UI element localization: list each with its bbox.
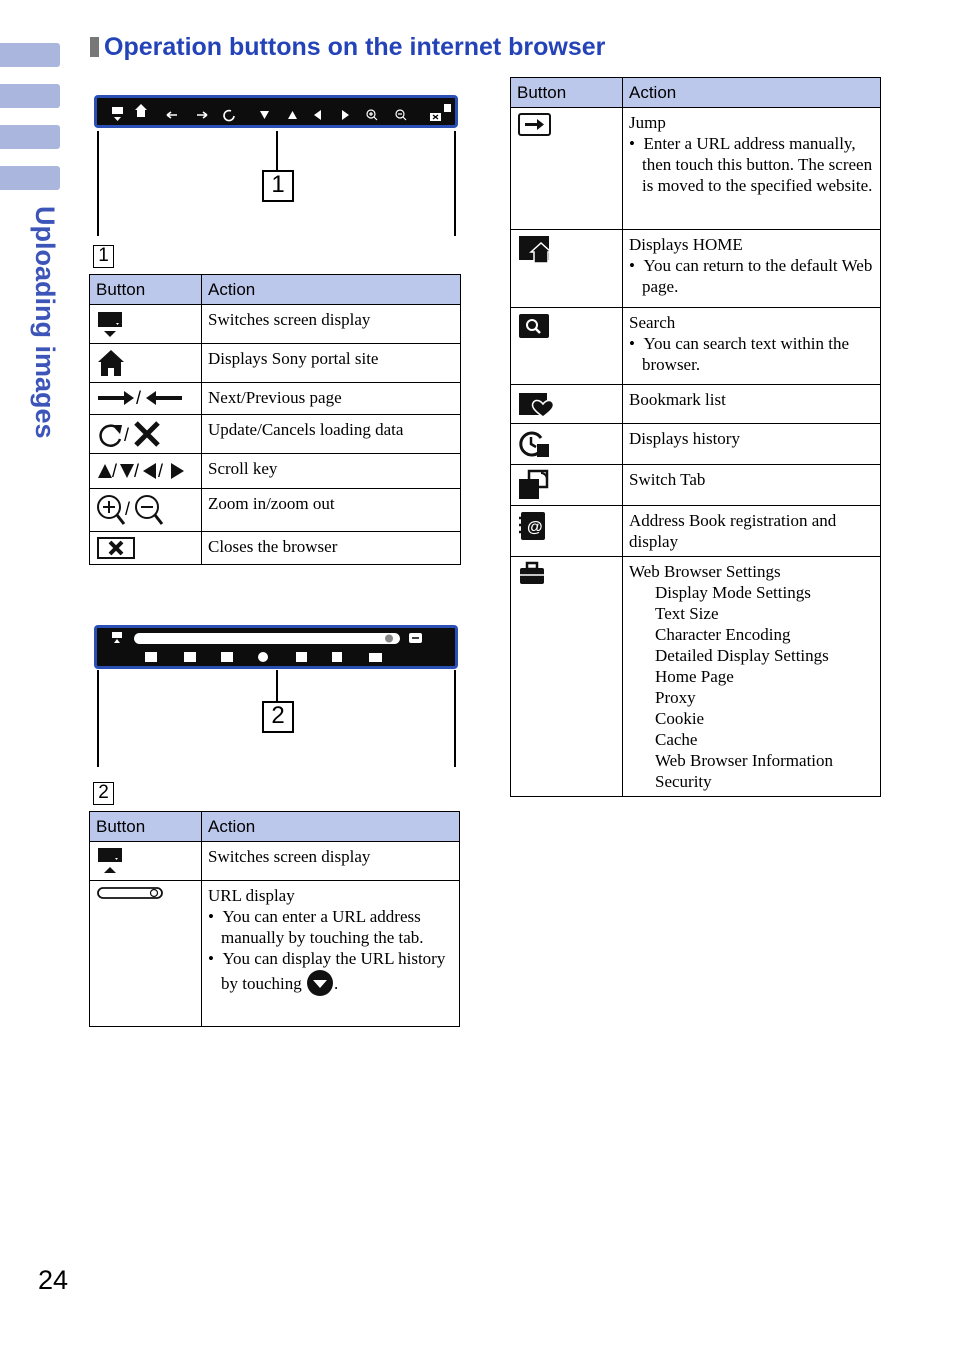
settings-subitem: Text Size [655, 604, 719, 623]
bullet-item: • You can display the URL history by touching . [208, 948, 453, 997]
svg-text:@: @ [527, 519, 543, 536]
settings-subitem: Cookie [655, 709, 705, 728]
search-icon [517, 312, 551, 340]
row-action: Search [629, 313, 676, 332]
table-header-row [511, 78, 881, 108]
page-title [90, 33, 605, 62]
browser-toolbar-1 [94, 95, 458, 128]
page-number: 24 [38, 1265, 69, 1295]
settings-icon [369, 653, 382, 662]
side-tab[interactable] [0, 125, 60, 149]
bullet-text: Enter a URL address manually, then touch this button. The screen is moved to the specified website. [642, 134, 873, 195]
scroll-right-icon [342, 110, 349, 120]
switch-tab-icon [517, 469, 551, 501]
search-icon [184, 652, 196, 662]
reload-cancel-icon [96, 419, 166, 449]
settings-subitem: Home Page [655, 667, 734, 686]
table-toolbar-2-functions [510, 77, 881, 797]
scroll-arrows-icon [96, 458, 191, 482]
leader-line [97, 670, 99, 767]
table-toolbar-1 [89, 274, 461, 565]
bullet-text: You can return to the default Web page. [642, 256, 873, 296]
settings-subitem: Character Encoding [655, 625, 791, 644]
title-bar-marker [90, 37, 99, 57]
settings-subitem: Display Mode Settings [655, 583, 811, 602]
svg-text:/: / [112, 461, 118, 481]
bullet-item: • You can return to the default Web page. [629, 256, 873, 296]
bullet-item: • Enter a URL address manually, then touch this button. The screen is moved to the specified website. [629, 134, 873, 195]
dropdown-arrow-icon [306, 969, 334, 997]
side-tab[interactable] [0, 43, 60, 67]
header-action: Action [202, 812, 460, 842]
screen-display-icon [96, 846, 126, 876]
header-button: Button [511, 78, 623, 108]
row-action: Web Browser Settings [629, 562, 781, 581]
table-row [511, 465, 881, 506]
leader-line [454, 131, 456, 236]
row-action: Displays HOME [629, 235, 743, 254]
home-icon [145, 652, 157, 662]
callout-1: 1 [262, 170, 294, 202]
section-marker-2: 2 [93, 782, 114, 805]
row-action: Displays history [623, 424, 881, 465]
leader-line [454, 670, 456, 767]
leader-line [276, 670, 278, 702]
settings-subitem: Proxy [655, 688, 696, 707]
table-row [90, 489, 461, 532]
side-tab-label: Uploading images [30, 206, 60, 439]
row-action: Update/Cancels loading data [202, 415, 461, 454]
next-icon [197, 112, 207, 118]
row-action: URL display [208, 886, 295, 905]
table-row [90, 305, 461, 344]
history-icon [258, 652, 268, 662]
table-header-row [90, 275, 461, 305]
svg-text:/: / [124, 425, 130, 445]
table-header-row [90, 812, 460, 842]
row-action: Jump [629, 113, 666, 132]
table-row [511, 506, 881, 557]
table-toolbar-2 [89, 811, 460, 1027]
row-action: Scroll key [202, 454, 461, 489]
row-action: Zoom in/zoom out [202, 489, 461, 532]
row-action: Switch Tab [623, 465, 881, 506]
header-action: Action [202, 275, 461, 305]
row-action: Displays Sony portal site [202, 344, 461, 383]
bullet-end: . [334, 974, 339, 993]
row-action: Bookmark list [623, 385, 881, 424]
table-row [90, 454, 461, 489]
home-icon [517, 234, 555, 266]
table-row [90, 344, 461, 383]
table-row [90, 532, 461, 565]
bullet-text: You can enter a URL address manually by touching the tab. [221, 907, 424, 947]
side-tab[interactable] [0, 166, 60, 190]
table-row [90, 842, 460, 881]
header-button: Button [90, 275, 202, 305]
lock-icon [444, 104, 451, 112]
settings-subitem: Security [655, 772, 712, 791]
switch-tab-icon [296, 652, 307, 662]
header-action: Action [623, 78, 881, 108]
table-row [90, 383, 461, 415]
table-row [90, 881, 460, 1027]
bullet-text: You can display the URL history by touching [221, 949, 446, 993]
screen-display-icon [96, 309, 126, 339]
side-tab[interactable] [0, 84, 60, 108]
history-icon [517, 428, 551, 460]
row-action: Address Book registration and display [623, 506, 881, 557]
svg-text:/: / [136, 388, 142, 408]
section-marker-1: 1 [93, 245, 114, 268]
row-action: Switches screen display [202, 842, 460, 881]
bookmark-icon [517, 389, 555, 419]
address-book-icon [517, 510, 551, 542]
zoom-icon [96, 493, 166, 527]
table-row [511, 230, 881, 308]
jump-icon [517, 112, 553, 138]
table-row [511, 385, 881, 424]
svg-text:/: / [158, 461, 164, 481]
bullet-text: You can search text within the browser. [642, 334, 849, 374]
page-title-text: Operation buttons on the internet browser [104, 33, 606, 61]
scroll-up-icon [288, 111, 297, 119]
previous-icon [167, 112, 177, 118]
callout-2: 2 [262, 701, 294, 733]
side-tab-label-container [24, 206, 64, 456]
browser-toolbar-2 [94, 625, 458, 669]
leader-line [276, 131, 278, 171]
svg-text:/: / [134, 461, 140, 481]
close-icon [96, 536, 136, 560]
row-action: Next/Previous page [202, 383, 461, 415]
address-book-icon [332, 652, 342, 662]
next-previous-arrows-icon [96, 387, 186, 409]
history-dropdown-icon [385, 635, 393, 643]
settings-subitem: Web Browser Information [655, 751, 834, 770]
row-action: Switches screen display [202, 305, 461, 344]
header-button: Button [90, 812, 202, 842]
reload-icon [224, 111, 234, 121]
row-action: Closes the browser [202, 532, 461, 565]
home-icon [96, 348, 126, 378]
settings-icon [517, 561, 547, 587]
bullet-item: • You can enter a URL address manually by touching the tab. [208, 907, 424, 947]
leader-line [97, 131, 99, 236]
settings-subitem: Detailed Display Settings [655, 646, 829, 665]
scroll-down-icon [260, 111, 269, 119]
table-row [511, 557, 881, 797]
url-bar [134, 633, 400, 644]
home-icon [135, 104, 147, 117]
screen-display-icon [112, 632, 122, 638]
settings-subitem: Cache [655, 730, 698, 749]
bullet-item: • You can search text within the browser. [629, 334, 849, 374]
table-row [511, 308, 881, 385]
scroll-left-icon [314, 110, 321, 120]
table-row [511, 108, 881, 230]
svg-text:/: / [125, 499, 131, 519]
table-row [511, 424, 881, 465]
screen-display-icon [112, 107, 123, 114]
bookmark-icon [221, 652, 233, 662]
table-row [90, 415, 461, 454]
url-bar-icon [96, 885, 166, 901]
